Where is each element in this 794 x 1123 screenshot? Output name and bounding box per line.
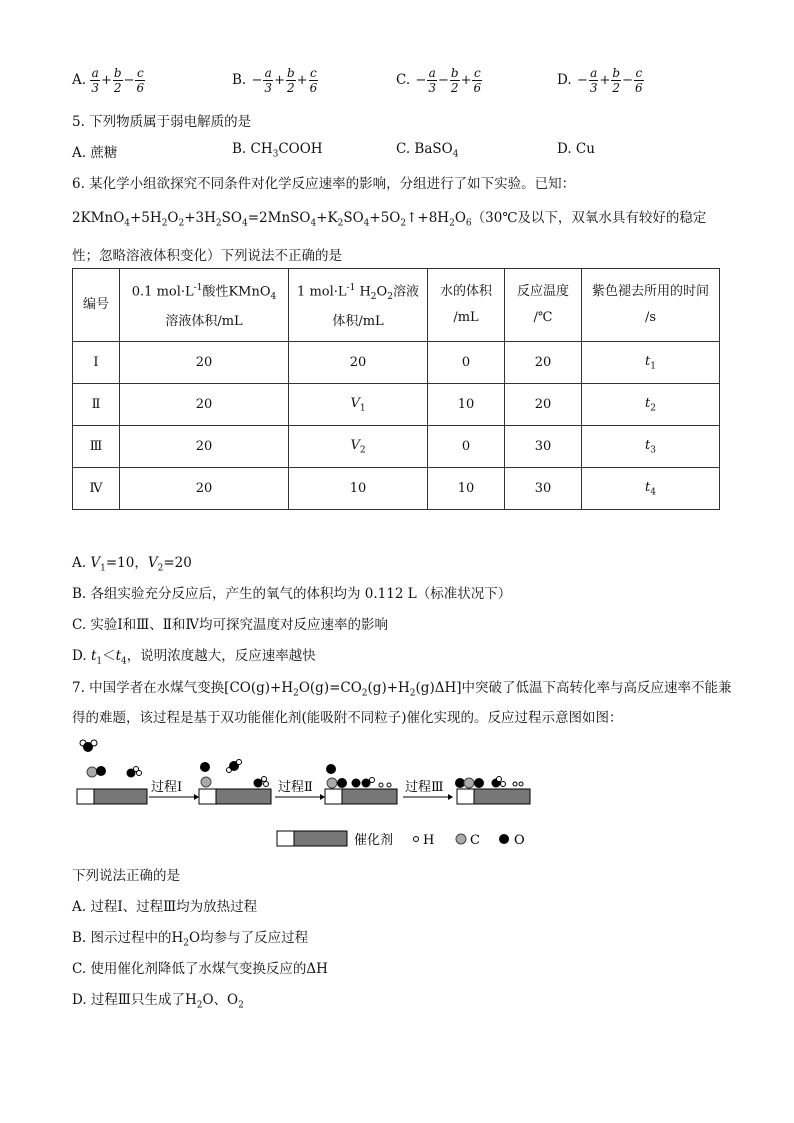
q6-stem-cont: 性；忽略溶液体积变化）下列说法不正确的是 (72, 248, 342, 264)
operator: + (599, 73, 611, 88)
q4-option-d[interactable] (557, 66, 644, 95)
table-row (73, 426, 720, 468)
numerator: a (91, 66, 99, 80)
denominator: 2 (113, 81, 122, 95)
denominator: 6 (473, 81, 482, 95)
experiment-table (72, 268, 720, 510)
fraction-c-over-6 (472, 66, 482, 95)
cell-kmno4: 20 (120, 384, 289, 426)
operator: + (460, 73, 472, 88)
q5-stem: 5. 下列物质属于弱电解质的是 (72, 114, 252, 130)
q7-option-b[interactable]: B. 图示过程中的$H_2O$均参与了反应过程 (72, 930, 309, 949)
table-row (73, 384, 720, 426)
header-h2o2: 1 $mol\cdot L^{-1}$ $H_2O_2$溶液 体积/mL (289, 269, 428, 342)
q6-option-a[interactable]: A. $V_1=10$，$V_2=20$ (72, 555, 192, 574)
denominator: 2 (286, 81, 295, 95)
numerator: b (450, 66, 459, 80)
legend-o: O (514, 833, 525, 848)
cell-time: $t_4$ (582, 468, 720, 510)
cell-water: 10 (428, 468, 505, 510)
reaction-process-diagram (72, 736, 552, 856)
subscript: 3 (272, 149, 279, 160)
process-3-label: 过程Ⅲ (405, 780, 444, 795)
q7-option-d[interactable]: D. 过程Ⅲ只生成了$H_2O$、$O_2$ (72, 992, 244, 1011)
cell-temp: 20 (505, 384, 582, 426)
cell-kmno4: 20 (120, 426, 289, 468)
q5-option-d[interactable]: D. Cu (557, 141, 595, 157)
option-label: D. (557, 72, 572, 88)
header-id: 编号 (73, 269, 120, 342)
fraction-b-over-2 (113, 66, 123, 95)
operator: − (622, 73, 633, 88)
option-label: A. (72, 72, 87, 88)
fraction-b-over-2 (450, 66, 460, 95)
fraction-a-over-3 (90, 66, 100, 95)
equation-note: （30℃及以下，双氧水具有较好的稳定 (471, 210, 707, 226)
legend-c: C (470, 833, 480, 848)
numerator: c (473, 66, 481, 80)
denominator: 3 (428, 81, 436, 95)
q4-option-a[interactable] (72, 66, 145, 95)
cell-temp: 30 (505, 426, 582, 468)
fraction-a-over-3 (263, 66, 273, 95)
fraction-b-over-2 (611, 66, 621, 95)
header-temp: 反应温度 /℃ (505, 269, 582, 342)
operator: + (274, 73, 285, 88)
fraction-b-over-2 (286, 66, 296, 95)
sign: − (415, 73, 427, 88)
cell-time: $t_1$ (582, 342, 720, 384)
cell-h2o2: 20 (289, 342, 428, 384)
operator: − (123, 73, 135, 88)
legend-catalyst: 催化剂 (354, 833, 394, 848)
numerator: c (635, 66, 643, 80)
fraction-c-over-6 (309, 66, 319, 95)
header-water: 水的体积 /mL (428, 269, 505, 342)
table-header-row (73, 269, 720, 342)
numerator: b (286, 66, 295, 80)
stage-2 (199, 760, 271, 805)
q7-stem: 7. 中国学者在水煤气变换$[CO(g)+H_2O(g)=CO_2(g)+H_2(g)\Delta H]$中突破了低温下高转化率与高反应速率不能兼 (72, 680, 732, 699)
numerator: c (136, 66, 144, 80)
subscript: 4 (452, 149, 459, 160)
stage-3 (325, 764, 397, 804)
q5-option-a[interactable]: A. 蔗糖 (72, 145, 118, 161)
option-label: C. (396, 72, 411, 88)
q4-option-c[interactable] (396, 66, 482, 95)
numerator: b (113, 66, 122, 80)
q6-equation: $2KMnO_4+5H_2O_2+3H_2SO_4=2MnSO_4+K_2SO_4+5O_2↑+8H_2O_6(30℃$及以下，双氧水具有较好的稳定 (72, 210, 707, 229)
q7-option-a[interactable]: A. 过程Ⅰ、过程Ⅲ均为放热过程 (72, 899, 258, 915)
cell-water: 10 (428, 384, 505, 426)
q5-option-c[interactable] (396, 141, 458, 160)
cell-kmno4: 20 (120, 342, 289, 384)
operator: + (100, 73, 112, 88)
table-row (73, 468, 720, 510)
legend-h: H (423, 833, 435, 848)
q4-option-b[interactable] (232, 66, 318, 95)
denominator: 2 (450, 81, 459, 95)
formula-part: COOH (278, 141, 323, 157)
cell-temp: 20 (505, 342, 582, 384)
operator: + (296, 73, 308, 88)
numerator: a (590, 66, 598, 80)
denominator: 6 (309, 81, 318, 95)
cell-h2o2: $V_2$ (289, 426, 428, 468)
cell-h2o2: 10 (289, 468, 428, 510)
cell-id: Ⅳ (73, 468, 120, 510)
q7-question: 下列说法正确的是 (72, 868, 180, 884)
q6-option-b[interactable]: B. 各组实验充分反应后，产生的氧气的体积均为 0.112 L（标准状况下） (72, 586, 512, 602)
sign: − (576, 73, 588, 88)
stage-4 (455, 777, 530, 805)
option-label: B. (232, 72, 247, 88)
cell-kmno4: 20 (120, 468, 289, 510)
process-1-label: 过程Ⅰ (151, 780, 183, 795)
q6-option-d[interactable]: D. $t_1<t_4$，说明浓度越大，反应速率越快 (72, 648, 316, 667)
q7-option-c[interactable]: C. 使用催化剂降低了水煤气变换反应的ΔH (72, 961, 328, 977)
denominator: 6 (634, 81, 643, 95)
numerator: b (612, 66, 621, 80)
denominator: 3 (589, 81, 598, 95)
numerator: c (310, 66, 317, 80)
stage-1 (77, 740, 147, 804)
header-time: 紫色褪去所用的时间 /s (582, 269, 720, 342)
q7-stem-cont: 得的难题，该过程是基于双功能催化剂(能吸附不同粒子)催化实现的。反应过程示意图如图： (72, 710, 623, 726)
cell-time: $t_3$ (582, 426, 720, 468)
hydrogen-legend-icon (414, 837, 419, 842)
numerator: a (428, 66, 436, 80)
table-row (73, 342, 720, 384)
q6-stem: 6. 某化学小组欲探究不同条件对化学反应速率的影响，分组进行了如下实验。已知： (72, 176, 576, 192)
oxygen-legend-icon (499, 834, 509, 844)
formula-part: B. CH (232, 141, 273, 157)
numerator: a (264, 66, 272, 80)
header-kmno4: 0.1 $mol\cdot L^{-1}$酸性KMnO$_4$ 溶液体积/mL (120, 269, 289, 342)
fraction-a-over-3 (427, 66, 437, 95)
cell-h2o2: $V_1$ (289, 384, 428, 426)
cell-id: Ⅱ (73, 384, 120, 426)
cell-time: $t_2$ (582, 384, 720, 426)
cell-id: Ⅲ (73, 426, 120, 468)
fraction-c-over-6 (135, 66, 145, 95)
q5-option-b[interactable] (232, 141, 323, 160)
cell-water: 0 (428, 342, 505, 384)
cell-id: Ⅰ (73, 342, 120, 384)
formula-part: C. BaSO (396, 141, 453, 157)
cell-temp: 30 (505, 468, 582, 510)
catalyst-legend-swatch (277, 831, 294, 846)
legend (277, 831, 525, 848)
process-2-label: 过程Ⅱ (278, 780, 313, 795)
fraction-c-over-6 (634, 66, 644, 95)
q6-option-c[interactable]: C. 实验Ⅰ和Ⅲ、Ⅱ和Ⅳ均可探究温度对反应速率的影响 (72, 617, 388, 633)
denominator: 2 (612, 81, 621, 95)
denominator: 3 (91, 81, 99, 95)
cell-water: 0 (428, 426, 505, 468)
denominator: 3 (264, 81, 273, 95)
carbon-legend-icon (456, 834, 466, 844)
operator: − (437, 73, 449, 88)
sign: − (251, 73, 263, 88)
denominator: 6 (136, 81, 145, 95)
